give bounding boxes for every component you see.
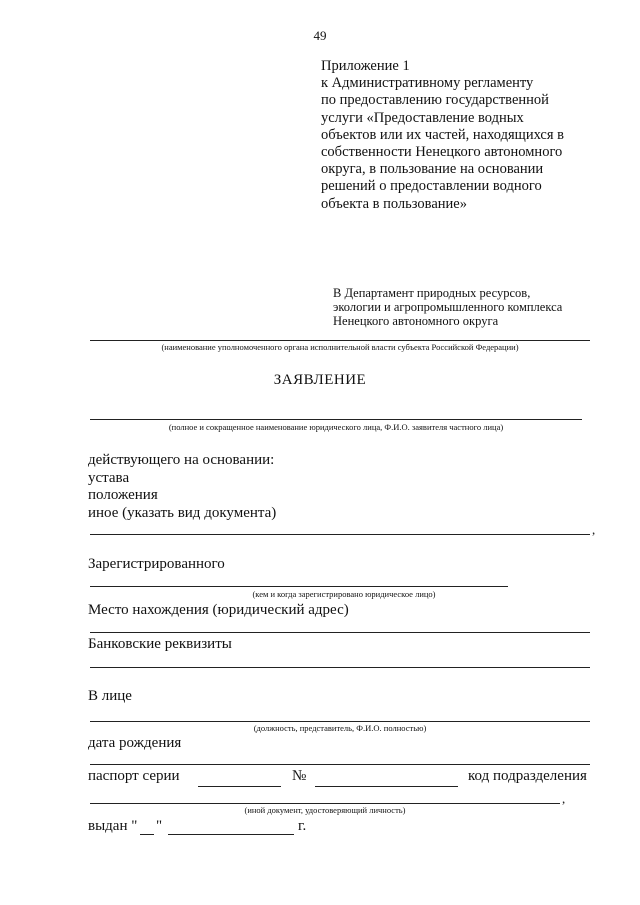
annex-line: округа, в пользование на основании bbox=[321, 161, 544, 178]
basis-heading: действующего на основании: bbox=[88, 452, 275, 468]
annex-line: по предоставлению государственной bbox=[321, 92, 549, 109]
bank-fill-line[interactable] bbox=[90, 667, 590, 668]
in-person-label: В лице bbox=[88, 688, 132, 704]
annex-line: объекта в пользование» bbox=[321, 195, 467, 212]
addressee-line: экологии и агропромышленного комплекса bbox=[333, 300, 563, 314]
basis-block bbox=[88, 452, 276, 522]
basis-fill-line[interactable] bbox=[90, 534, 590, 535]
annex-line: услуги «Предоставление водных bbox=[321, 109, 524, 126]
applicant-fill-line[interactable] bbox=[90, 419, 582, 420]
addressee-line: В Департамент природных ресурсов, bbox=[333, 286, 531, 300]
issued-day-fill-line[interactable] bbox=[140, 834, 154, 835]
annex-line: Приложение 1 bbox=[321, 58, 410, 74]
annex-line: решений о предоставлении водного bbox=[321, 178, 542, 195]
annex-block bbox=[321, 58, 564, 213]
registered-label: Зарегистрированного bbox=[88, 556, 225, 572]
comma: , bbox=[592, 522, 596, 537]
annex-line: к Административному регламенту bbox=[321, 75, 534, 92]
basis-option-regulation: положения bbox=[88, 487, 158, 504]
birth-fill-line[interactable] bbox=[90, 764, 590, 765]
annex-line: собственности Ненецкого автономного bbox=[321, 144, 563, 161]
registered-caption: (кем и когда зарегистрировано юридическое лицо) bbox=[252, 589, 436, 599]
basis-option-charter: устава bbox=[88, 469, 130, 486]
comma: , bbox=[562, 791, 566, 806]
page-number: 49 bbox=[313, 28, 327, 43]
passport-number-fill-line[interactable] bbox=[315, 786, 458, 787]
other-document-caption: (иной документ, удостоверяющий личность) bbox=[244, 805, 406, 815]
passport-number-label: № bbox=[292, 768, 307, 784]
passport-series-label: паспорт серии bbox=[88, 768, 180, 784]
basis-option-other: иное (указать вид документа) bbox=[88, 504, 277, 521]
in-person-fill-line[interactable] bbox=[90, 721, 590, 722]
bank-label: Банковские реквизиты bbox=[88, 636, 232, 652]
addressee-line: Ненецкого автономного округа bbox=[333, 314, 499, 328]
issued-month-year-fill-line[interactable] bbox=[168, 834, 294, 835]
applicant-caption: (полное и сокращенное наименование юридического лица, Ф.И.О. заявителя частного лица) bbox=[168, 422, 504, 432]
authority-fill-line[interactable] bbox=[90, 340, 590, 341]
in-person-caption: (должность, представитель, Ф.И.О. полностью) bbox=[253, 723, 427, 733]
issued-label: выдан " bbox=[88, 818, 138, 834]
annex-line: объектов или их частей, находящихся в bbox=[321, 126, 564, 143]
issued-year-suffix: г. bbox=[298, 818, 307, 834]
addressee-block bbox=[333, 286, 562, 328]
document-title: ЗАЯВЛЕНИЕ bbox=[273, 372, 367, 388]
birth-label: дата рождения bbox=[88, 735, 182, 751]
registered-fill-line[interactable] bbox=[90, 586, 508, 587]
passport-division-label: код подразделения bbox=[468, 768, 587, 784]
location-fill-line[interactable] bbox=[90, 632, 590, 633]
issued-quote: " bbox=[156, 818, 163, 834]
authority-caption: (наименование уполномоченного органа исполнительной власти субъекта Российской Федерации) bbox=[161, 342, 519, 352]
location-label: Место нахождения (юридический адрес) bbox=[88, 602, 349, 618]
other-document-fill-line[interactable] bbox=[90, 803, 560, 804]
passport-series-fill-line[interactable] bbox=[198, 786, 281, 787]
